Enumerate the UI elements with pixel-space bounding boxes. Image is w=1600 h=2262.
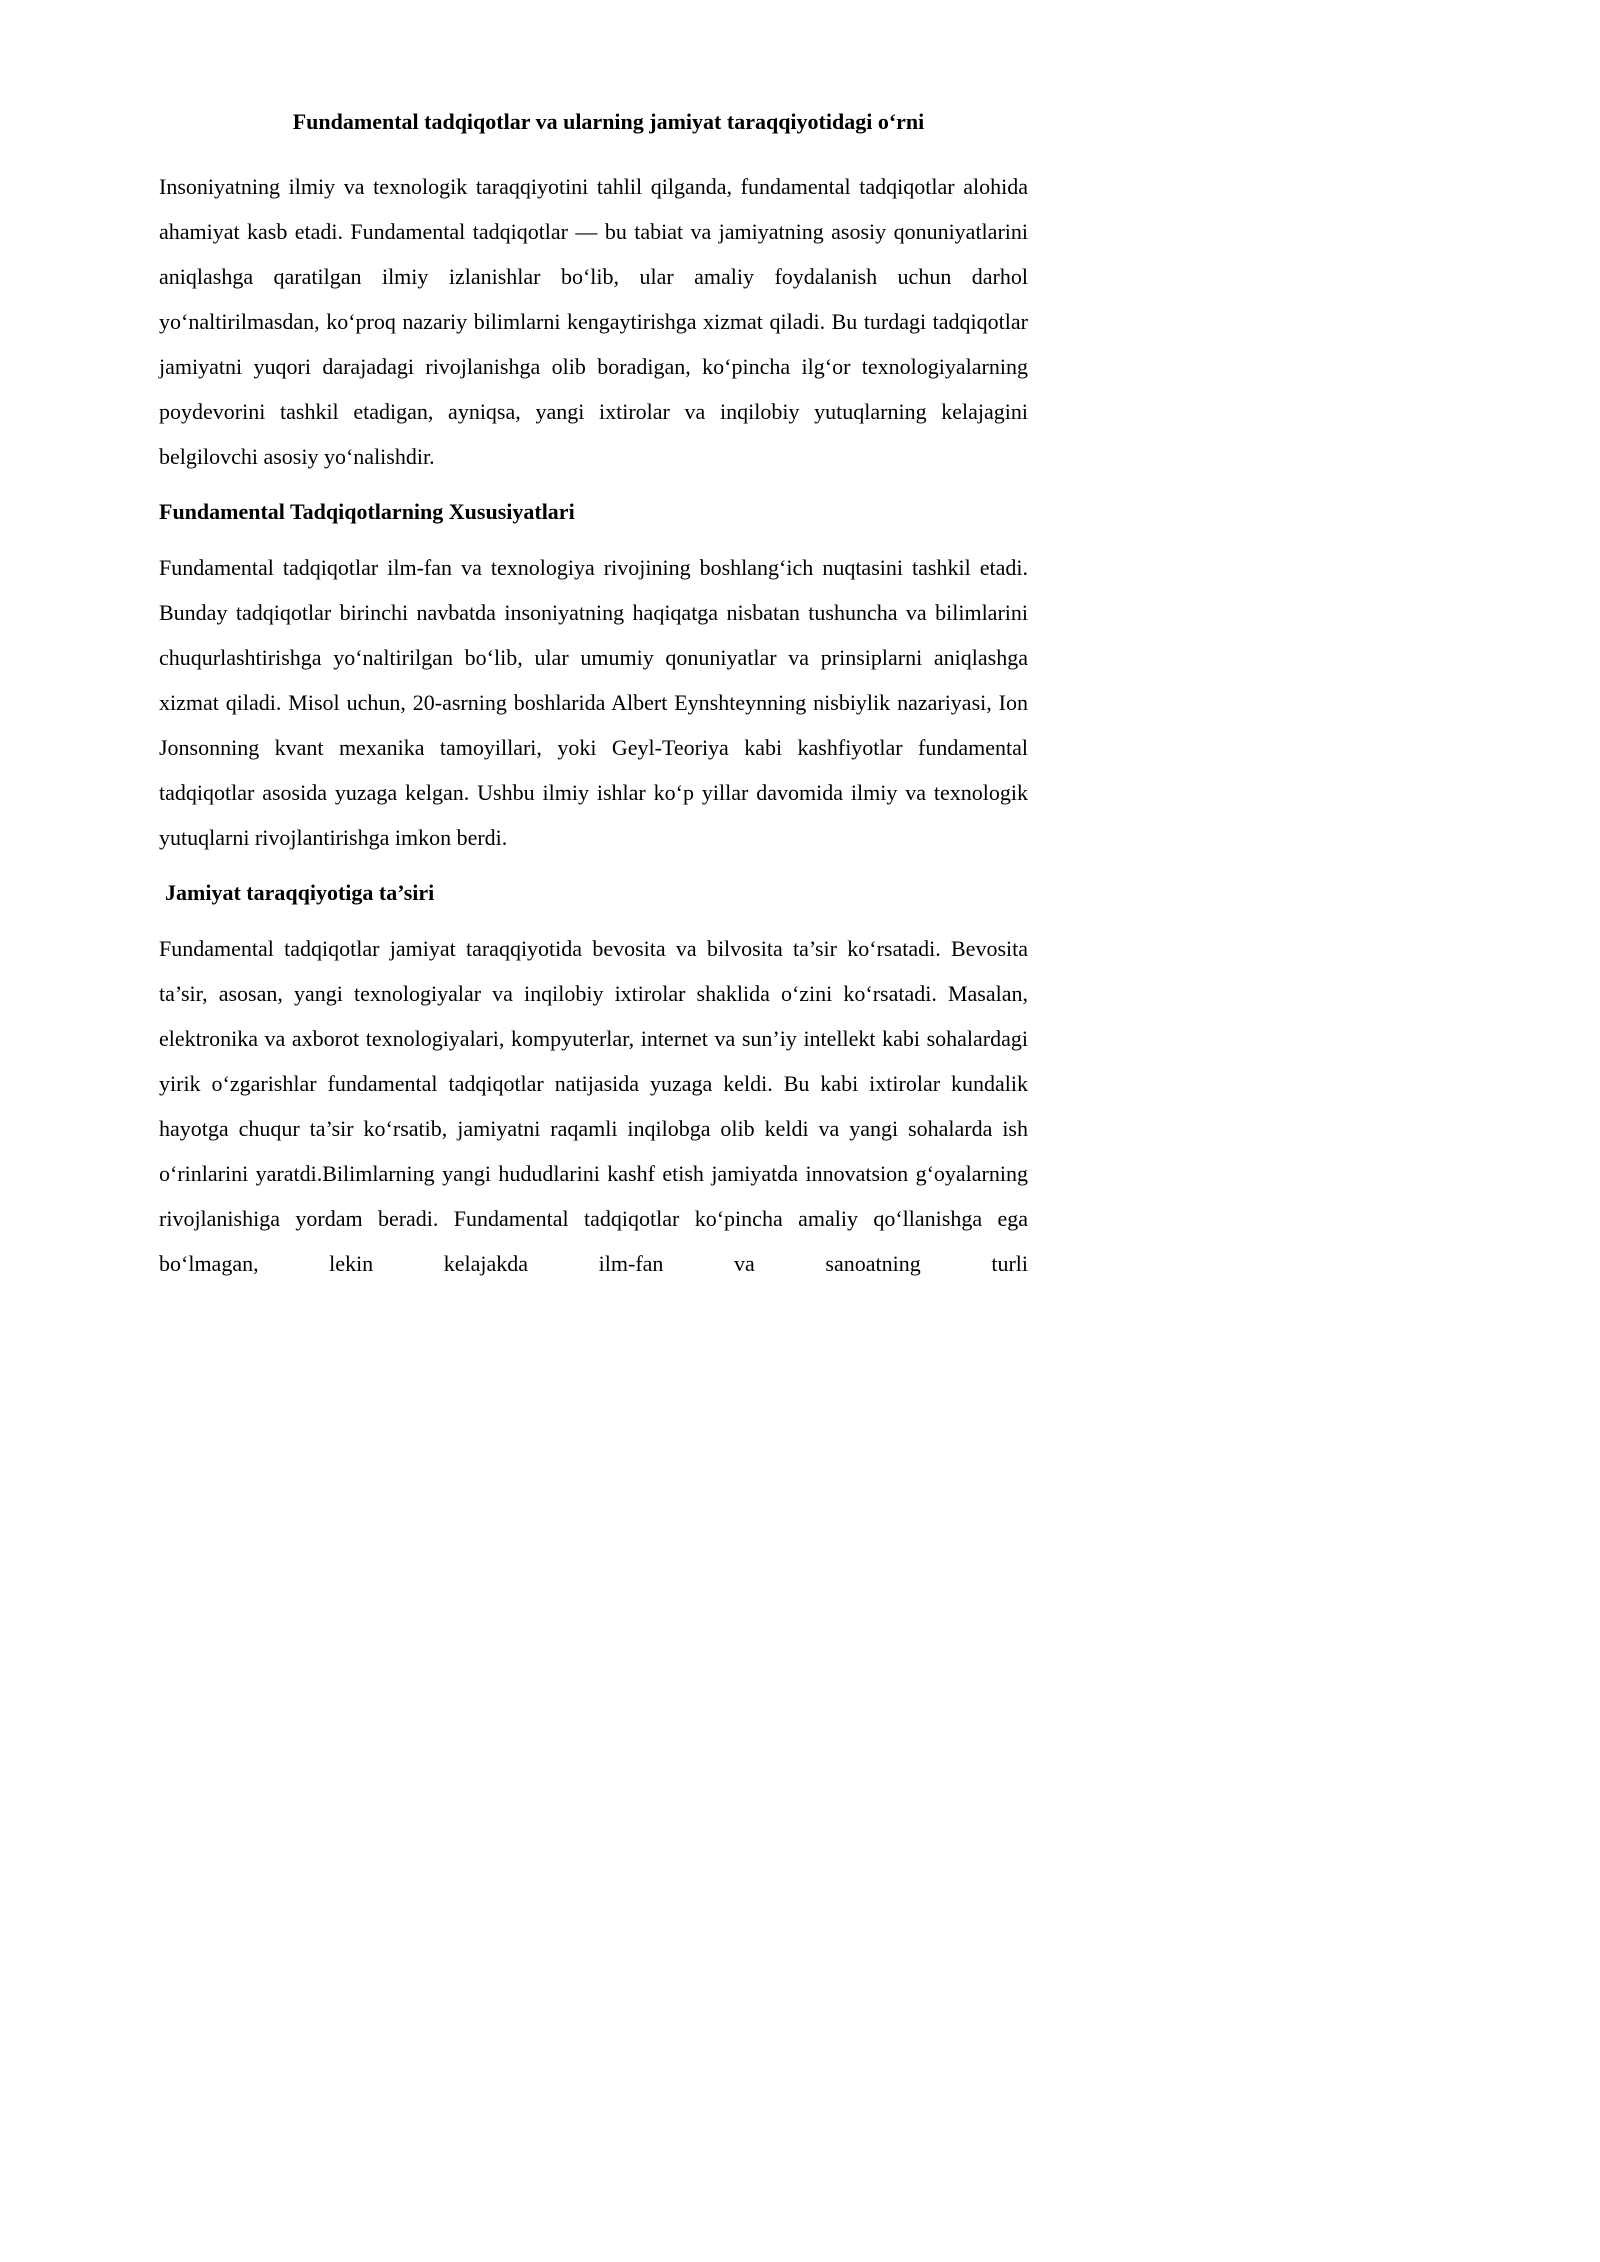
document-page <box>0 0 1100 1555</box>
section-heading-society-impact: Jamiyat taraqqiyotiga ta’siri <box>165 880 435 905</box>
section-paragraph-features: Fundamental tadqiqotlar ilm-fan va texnologiya rivojining boshlang‘ich nuqtasini tashkil etadi. Bunday tadqiqotlar birinchi navbatda insoniyatning haqiqatga nisbatan tushuncha va bilimlarini chuqurlashtirishga yo‘naltirilgan bo‘lib, ular umumiy qonuniyatlar va prinsiplarni aniqlashga xizmat qiladi. Misol uchun, 20-asrning boshlarida Albert Eynshteynning nisbiylik nazariyasi, Ion Jonsonning kvant mexanika tamoyillari, yoki Geyl-Teoriya kabi kashfiyotlar fundamental tadqiqotlar asosida yuzaga kelgan. Ushbu ilmiy ishlar ko‘p yillar davomida ilmiy va texnologik yutuqlarni rivojlantirishga imkon berdi. <box>159 555 1028 850</box>
section-heading-features: Fundamental Tadqiqotlarning Xususiyatlari <box>159 499 575 524</box>
section-paragraph-society-impact: Fundamental tadqiqotlar jamiyat taraqqiyotida bevosita va bilvosita ta’sir ko‘rsatadi. Bevosita ta’sir, asosan, yangi texnologiyalar va inqilobiy ixtirolar shaklida o‘zini ko‘rsatadi. Masalan, elektronika va axborot texnologiyalari, kompyuterlar, internet va sun’iy intellekt kabi sohalardagi yirik o‘zgarishlar fundamental tadqiqotlar natijasida yuzaga keldi. Bu kabi ixtirolar kundalik hayotga chuqur ta’sir ko‘rsatib, jamiyatni raqamli inqilobga olib keldi va yangi sohalarda ish o‘rinlarini yaratdi.Bilimlarning yangi hududlarini kashf etish jamiyatda innovatsion g‘oyalarning rivojlanishiga yordam beradi. Fundamental tadqiqotlar ko‘pincha amaliy qo‘llanishga ega bo‘lmagan, lekin kelajakda ilm-fan va sanoatning turli <box>159 936 1028 1276</box>
intro-paragraph: Insoniyatning ilmiy va texnologik taraqqiyotini tahlil qilganda, fundamental tadqiqotlar alohida ahamiyat kasb etadi. Fundamental tadqiqotlar — bu tabiat va jamiyatning asosiy qonuniyatlarini aniqlashga qaratilgan ilmiy izlanishlar bo‘lib, ular amaliy foydalanish uchun darhol yo‘naltirilmasdan, ko‘proq nazariy bilimlarni kengaytirishga xizmat qiladi. Bu turdagi tadqiqotlar jamiyatni yuqori darajadagi rivojlanishga olib boradigan, ko‘pincha ilg‘or texnologiyalarning poydevorini tashkil etadigan, ayniqsa, yangi ixtirolar va inqilobiy yutuqlarning kelajagini belgilovchi asosiy yo‘nalishdir. <box>159 174 1028 469</box>
document-title: Fundamental tadqiqotlar va ularning jamiyat taraqqiyotidagi o‘rni <box>292 109 925 134</box>
document-body <box>159 104 1028 1286</box>
